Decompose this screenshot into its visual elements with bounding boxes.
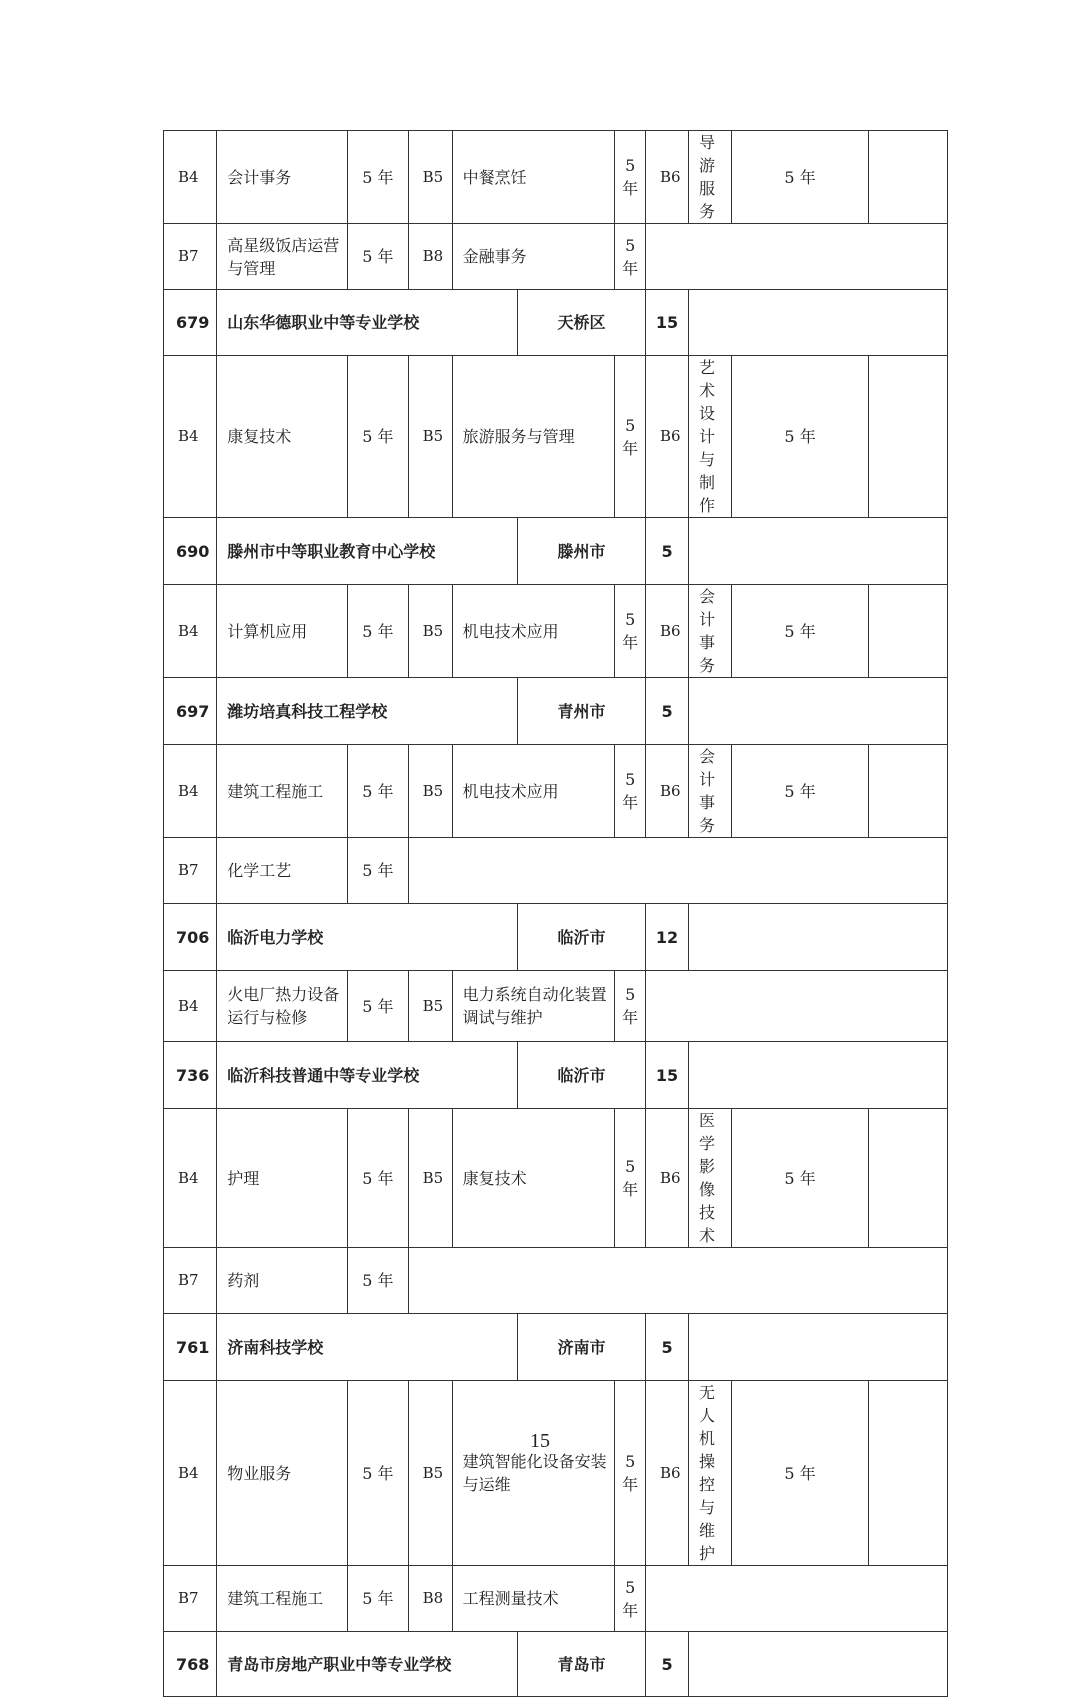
major-duration: 5 年 xyxy=(732,356,869,518)
major-name: 机电技术应用 xyxy=(452,745,615,838)
major-code: B6 xyxy=(646,131,689,224)
major-duration: 5 年 xyxy=(348,971,408,1042)
major-name: 会计事务 xyxy=(689,745,732,838)
page-number: 15 xyxy=(530,1430,550,1452)
school-name: 临沂电力学校 xyxy=(217,904,518,971)
major-duration: 5 年 xyxy=(732,1109,869,1248)
major-row xyxy=(164,131,948,224)
major-code: B7 xyxy=(164,838,217,904)
major-code: B5 xyxy=(408,356,452,518)
empty-cell xyxy=(689,1042,948,1109)
major-name: 药剂 xyxy=(217,1248,348,1314)
empty-cell xyxy=(689,1314,948,1381)
school-id: 706 xyxy=(164,904,217,971)
major-name: 中餐烹饪 xyxy=(452,131,615,224)
major-name: 艺术设计与制作 xyxy=(689,356,732,518)
empty-cell xyxy=(869,356,948,518)
major-duration: 5 年 xyxy=(348,1381,408,1566)
major-duration: 5 年 xyxy=(732,1381,869,1566)
school-enrollment: 15 xyxy=(646,290,689,356)
school-district: 临沂市 xyxy=(518,904,646,971)
major-code: B5 xyxy=(408,1381,452,1566)
empty-cell xyxy=(869,1109,948,1248)
empty-cell xyxy=(689,518,948,585)
school-row xyxy=(164,1042,948,1109)
major-code: B7 xyxy=(164,1566,217,1632)
major-code: B5 xyxy=(408,1109,452,1248)
major-duration: 5 年 xyxy=(615,356,646,518)
major-duration: 5 年 xyxy=(348,1566,408,1632)
major-duration: 5 年 xyxy=(348,585,408,678)
school-major-table xyxy=(163,130,948,1697)
school-row xyxy=(164,1632,948,1697)
school-id: 679 xyxy=(164,290,217,356)
major-name: 金融事务 xyxy=(452,224,615,290)
major-row xyxy=(164,1248,948,1314)
major-duration: 5 年 xyxy=(615,131,646,224)
empty-cell xyxy=(869,131,948,224)
major-duration: 5 年 xyxy=(615,1566,646,1632)
school-row xyxy=(164,290,948,356)
major-row xyxy=(164,745,948,838)
major-row xyxy=(164,356,948,518)
school-district: 滕州市 xyxy=(518,518,646,585)
major-code: B4 xyxy=(164,356,217,518)
school-row xyxy=(164,518,948,585)
empty-cell xyxy=(869,1381,948,1566)
school-enrollment: 5 xyxy=(646,1314,689,1381)
major-code: B4 xyxy=(164,1109,217,1248)
major-name: 工程测量技术 xyxy=(452,1566,615,1632)
major-duration: 5 年 xyxy=(348,131,408,224)
school-id: 736 xyxy=(164,1042,217,1109)
major-row xyxy=(164,1566,948,1632)
major-code: B5 xyxy=(408,585,452,678)
major-code: B6 xyxy=(646,585,689,678)
major-name: 导游服务 xyxy=(689,131,732,224)
empty-cell xyxy=(689,290,948,356)
major-duration: 5 年 xyxy=(348,356,408,518)
school-name: 青岛市房地产职业中等专业学校 xyxy=(217,1632,518,1697)
major-name: 护理 xyxy=(217,1109,348,1248)
major-code: B4 xyxy=(164,745,217,838)
major-duration: 5 年 xyxy=(615,585,646,678)
major-row xyxy=(164,224,948,290)
major-name: 会计事务 xyxy=(689,585,732,678)
major-duration: 5 年 xyxy=(732,585,869,678)
major-code: B8 xyxy=(408,224,452,290)
school-enrollment: 5 xyxy=(646,1632,689,1697)
major-code: B4 xyxy=(164,585,217,678)
empty-cell xyxy=(408,838,947,904)
major-row xyxy=(164,1109,948,1248)
major-code: B6 xyxy=(646,1381,689,1566)
major-duration: 5 年 xyxy=(615,224,646,290)
major-name: 机电技术应用 xyxy=(452,585,615,678)
major-code: B6 xyxy=(646,745,689,838)
major-name: 康复技术 xyxy=(452,1109,615,1248)
major-code: B7 xyxy=(164,1248,217,1314)
school-id: 768 xyxy=(164,1632,217,1697)
major-row xyxy=(164,585,948,678)
major-code: B7 xyxy=(164,224,217,290)
school-row xyxy=(164,904,948,971)
empty-cell xyxy=(408,1248,947,1314)
major-name: 高星级饭店运营与管理 xyxy=(217,224,348,290)
major-name: 火电厂热力设备运行与检修 xyxy=(217,971,348,1042)
major-duration: 5 年 xyxy=(732,745,869,838)
school-district: 青州市 xyxy=(518,678,646,745)
major-code: B5 xyxy=(408,745,452,838)
major-name: 计算机应用 xyxy=(217,585,348,678)
school-district: 天桥区 xyxy=(518,290,646,356)
major-duration: 5 年 xyxy=(615,1109,646,1248)
major-duration: 5 年 xyxy=(348,224,408,290)
empty-cell xyxy=(689,678,948,745)
major-row xyxy=(164,1381,948,1566)
major-code: B5 xyxy=(408,971,452,1042)
empty-cell xyxy=(869,585,948,678)
major-name: 会计事务 xyxy=(217,131,348,224)
major-code: B4 xyxy=(164,131,217,224)
school-name: 滕州市中等职业教育中心学校 xyxy=(217,518,518,585)
major-code: B4 xyxy=(164,971,217,1042)
major-duration: 5 年 xyxy=(615,971,646,1042)
major-duration: 5 年 xyxy=(348,1109,408,1248)
empty-cell xyxy=(646,1566,948,1632)
major-duration: 5 年 xyxy=(615,745,646,838)
school-district: 济南市 xyxy=(518,1314,646,1381)
major-code: B6 xyxy=(646,356,689,518)
major-name: 建筑工程施工 xyxy=(217,745,348,838)
major-name: 旅游服务与管理 xyxy=(452,356,615,518)
major-code: B4 xyxy=(164,1381,217,1566)
empty-cell xyxy=(869,745,948,838)
empty-cell xyxy=(689,1632,948,1697)
school-name: 山东华德职业中等专业学校 xyxy=(217,290,518,356)
major-name: 电力系统自动化装置调试与维护 xyxy=(452,971,615,1042)
major-duration: 5 年 xyxy=(732,131,869,224)
school-name: 临沂科技普通中等专业学校 xyxy=(217,1042,518,1109)
school-name: 济南科技学校 xyxy=(217,1314,518,1381)
major-row xyxy=(164,971,948,1042)
major-duration: 5 年 xyxy=(348,838,408,904)
major-code: B6 xyxy=(646,1109,689,1248)
major-name: 建筑工程施工 xyxy=(217,1566,348,1632)
major-code: B8 xyxy=(408,1566,452,1632)
school-enrollment: 5 xyxy=(646,678,689,745)
major-name: 无人机操控与维护 xyxy=(689,1381,732,1566)
school-enrollment: 12 xyxy=(646,904,689,971)
school-enrollment: 5 xyxy=(646,518,689,585)
school-row xyxy=(164,1314,948,1381)
school-name: 潍坊培真科技工程学校 xyxy=(217,678,518,745)
major-name: 物业服务 xyxy=(217,1381,348,1566)
school-id: 761 xyxy=(164,1314,217,1381)
school-enrollment: 15 xyxy=(646,1042,689,1109)
school-district: 青岛市 xyxy=(518,1632,646,1697)
school-id: 697 xyxy=(164,678,217,745)
empty-cell xyxy=(646,224,948,290)
school-district: 临沂市 xyxy=(518,1042,646,1109)
major-name: 化学工艺 xyxy=(217,838,348,904)
school-row xyxy=(164,678,948,745)
major-code: B5 xyxy=(408,131,452,224)
major-duration: 5 年 xyxy=(348,1248,408,1314)
major-name: 医学影像技术 xyxy=(689,1109,732,1248)
empty-cell xyxy=(689,904,948,971)
major-row xyxy=(164,838,948,904)
major-duration: 5 年 xyxy=(348,745,408,838)
empty-cell xyxy=(646,971,948,1042)
major-duration: 5 年 xyxy=(615,1381,646,1566)
major-name: 建筑智能化设备安装与运维 xyxy=(452,1381,615,1566)
school-id: 690 xyxy=(164,518,217,585)
major-name: 康复技术 xyxy=(217,356,348,518)
